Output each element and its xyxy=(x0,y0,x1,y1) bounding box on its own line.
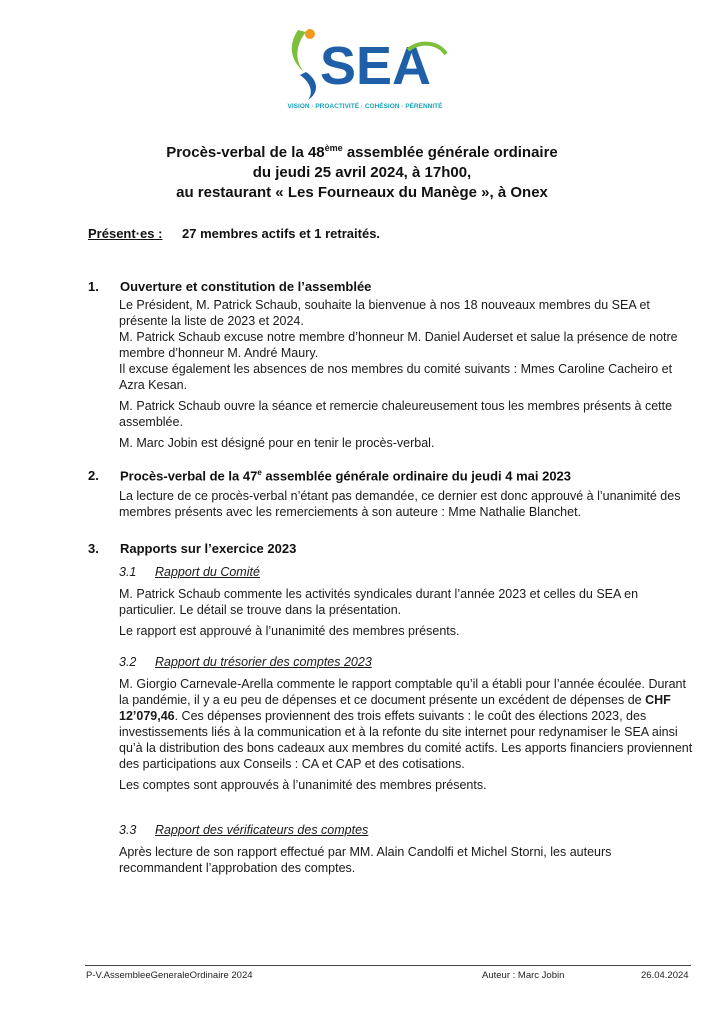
subsection-3-1-p1: M. Patrick Schaub commente les activités syndicales durant l’année 2023 et celles du SEA en particulier. Le détail se trouve dans la présentation. xyxy=(119,587,639,617)
subsection-3-3-heading: 3.3 Rapport des vérificateurs des comptes xyxy=(119,823,369,837)
section-2-body xyxy=(119,488,694,525)
footer-divider xyxy=(85,965,691,966)
attendance-text: 27 membres actifs et 1 retraités. xyxy=(182,226,381,241)
document-title xyxy=(60,138,664,203)
sea-logo xyxy=(270,20,460,115)
title-line-3: au restaurant « Les Fourneaux du Manège », à Onex xyxy=(176,184,548,201)
section-1-p5: M. Marc Jobin est désigné pour en tenir le procès-verbal. xyxy=(119,436,435,450)
section-1-p3: Il excuse également les absences de nos membres du comité suivants : Mmes Caroline Cacheiro et Azra Kesan. xyxy=(119,362,673,392)
deficit-amount: CHF 12’079,46 xyxy=(119,693,671,723)
section-1-p4: M. Patrick Schaub ouvre la séance et remercie chaleureusement tous les membres présents à cette assemblée. xyxy=(119,399,673,429)
footer-filename: P-V.AssembleeGeneraleOrdinaire 2024 xyxy=(86,970,253,981)
section-1-p1: Le Président, M. Patrick Schaub, souhaite la bienvenue à nos 18 nouveaux membres du SEA et présente la liste de 2023 et 2024. xyxy=(119,298,650,328)
subsection-3-3-p1: Après lecture de son rapport effectué par MM. Alain Candolfi et Michel Storni, les auteurs recommandent l’approbation des comptes. xyxy=(119,845,612,875)
subsection-3-2-heading: 3.2 Rapport du trésorier des comptes 2023 xyxy=(119,655,372,669)
subsection-3-1-p2: Le rapport est approuvé à l’unanimité des membres présents. xyxy=(119,624,460,638)
sea-logo-graphic xyxy=(270,20,460,115)
subsection-3-1-heading: 3.1 Rapport du Comité xyxy=(119,565,260,579)
subsection-3-1-body xyxy=(119,586,694,644)
attendance-label: Présent·es : xyxy=(88,226,163,241)
title-line-1: Procès-verbal de la 48ème assemblée générale ordinaire xyxy=(166,143,558,161)
title-line-2: du jeudi 25 avril 2024, à 17h00, xyxy=(252,164,472,181)
footer-author: Auteur : Marc Jobin xyxy=(482,970,565,981)
section-2-heading: 2. Procès-verbal de la 47e assemblée générale ordinaire du jeudi 4 mai 2023 xyxy=(88,468,572,484)
section-3-heading: 3. Rapports sur l’exercice 2023 xyxy=(88,541,297,556)
subsection-3-2-p2: Les comptes sont approuvés à l’unanimité des membres présents. xyxy=(119,778,487,792)
section-2-p1: La lecture de ce procès-verbal n’étant pas demandée, ce dernier est donc approuvé à l’unanimité des membres présents avec les remerciements à son auteure : Mme Nathalie Blanchet. xyxy=(119,489,681,519)
logo-text: SEA xyxy=(320,36,432,96)
section-1-heading: 1. Ouverture et constitution de l’assemblée xyxy=(88,279,372,294)
section-1-p2: M. Patrick Schaub excuse notre membre d’honneur M. Daniel Auderset et salue la présence de notre membre d’honneur M. André Maury. xyxy=(119,330,678,360)
subsection-3-2-p1: M. Giorgio Carnevale-Arella commente le rapport comptable qu’il a établi pour l’année écoulée. Durant la pandémie, il y a eu peu de dépenses et ce document présente un excédent de dépenses de CHF 12’079,46. Ces dépenses proviennent des trois effets suivants : le coût des élections 2023, des investissements liés à la communication et à la refonte du site internet pour redynamiser le SEA ainsi qu’à la distribution des bons cadeaux aux membres du comité actifs. Les apports financiers proviennent des participations aux Conseils : CA et CAP et des cotisations. xyxy=(119,677,693,771)
logo-tagline: VISION · PROACTIVITÉ · COHÉSION · PÉRENNITÉ xyxy=(287,103,443,110)
footer-date: 26.04.2024 xyxy=(641,970,689,981)
subsection-3-2-body xyxy=(119,676,694,798)
attendance xyxy=(88,226,380,241)
section-1-body xyxy=(119,297,694,456)
subsection-3-3-body xyxy=(119,844,694,881)
